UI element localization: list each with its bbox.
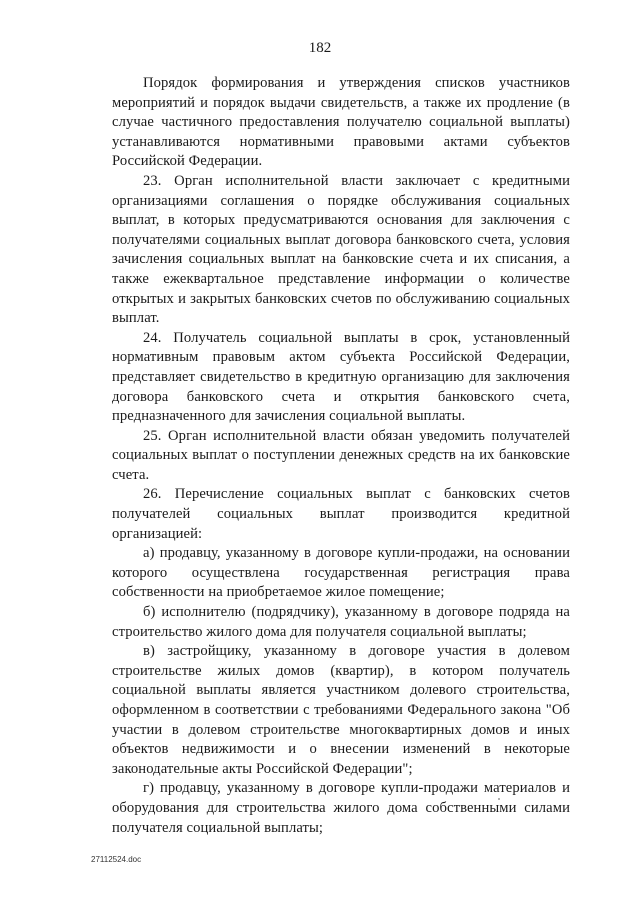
list-item-a: а) продавцу, указанному в договоре купли-продажи, на основании которого осуществлена государственная регистрация права собственности на приобретаемое жилое помещение; (112, 545, 570, 601)
scan-speck (498, 798, 500, 800)
page-number: 182 (308, 40, 332, 56)
file-name-footer: 27112524.doc (91, 855, 142, 864)
paragraph-26: 26. Перечисление социальных выплат с банковских счетов получателей социальных выплат производится кредитной организацией: (112, 486, 570, 542)
paragraph-25: 25. Орган исполнительной власти обязан уведомить получателей социальных выплат о поступлении денежных средств на их банковские счета. (112, 427, 570, 483)
list-item-v: в) застройщику, указанному в договоре участия в долевом строительстве жилых домов (квартир), в котором получатель социальной выплаты является участником долевого строительства, оформленном в соответствии с требованиями Федерального закона "Об участии в долевом строительстве многоквартирных домов и иных объектов недвижимости и о внесении изменений в некоторые законодательные акты Российской Федерации"; (112, 643, 570, 777)
document-body (112, 74, 570, 838)
paragraph-24: 24. Получатель социальной выплаты в срок, установленный нормативным правовым актом субъекта Российской Федерации, представляет свидетельство в кредитную организацию для заключения договора банковского счета и открытия банковского счета, предназначенного для зачисления социальной выплаты. (112, 329, 570, 425)
paragraph-intro: Порядок формирования и утверждения списков участников мероприятий и порядок выдачи свидетельств, а также их продление (в случае частичного предоставления получателю социальной выплаты) устанавливаются нормативными правовыми актами субъектов Российской Федерации. (112, 75, 570, 170)
list-item-g: г) продавцу, указанному в договоре купли-продажи материалов и оборудования для строительства жилого дома собственными силами получателя социальной выплаты; (112, 780, 570, 836)
paragraph-23: 23. Орган исполнительной власти заключает с кредитными организациями соглашения о порядке обслуживания социальных выплат, в которых предусматриваются основания для заключения с получателями социальных выплат договора банковского счета, условия зачисления социальных выплат на банковские счета и их списания, а также ежеквартальное представление информации о количестве открытых и закрытых банковских счетов по обслуживанию социальных выплат. (112, 172, 570, 327)
list-item-b: б) исполнителю (подрядчику), указанному в договоре подряда на строительство жилого дома для получателя социальной выплаты; (112, 604, 570, 640)
